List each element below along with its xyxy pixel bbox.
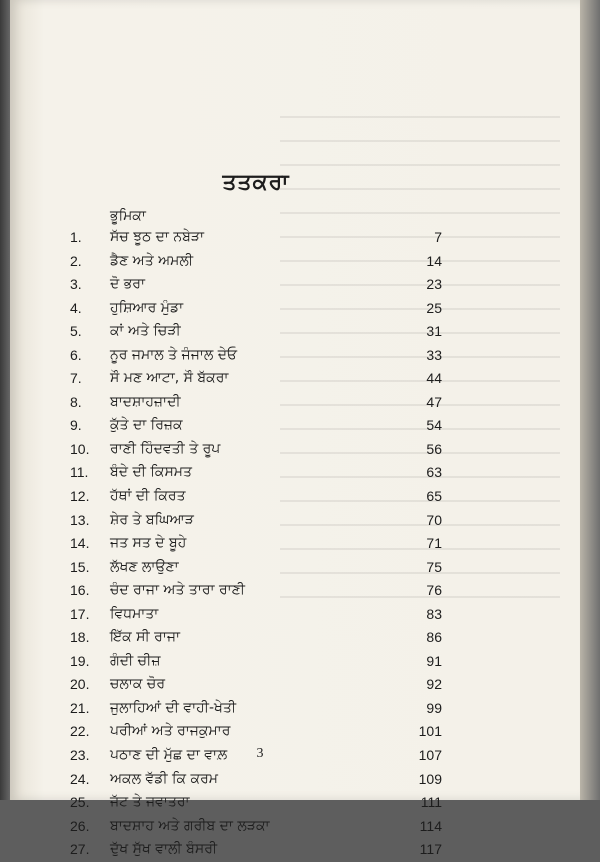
toc-entry-page: 7 <box>434 229 442 245</box>
toc-entry-number: 22. <box>70 723 90 740</box>
toc-entry-page: 47 <box>426 393 442 410</box>
toc-entry-page: 114 <box>419 817 442 834</box>
toc-entry-number: 2. <box>70 252 82 269</box>
toc-entry-title: ਬਾਦਸ਼ਾਹ ਅਤੇ ਗਰੀਬ ਦਾ ਲੜਕਾ <box>110 817 270 834</box>
toc-entry-title: ਲੱਖਣ ਲਾਉਣਾ <box>110 558 179 575</box>
toc-entry-title: ਚਲਾਕ ਚੋਰ <box>110 676 166 693</box>
toc-entry-page: 109 <box>418 770 442 787</box>
toc-entry <box>70 273 442 297</box>
page-number: 3 <box>256 746 264 761</box>
toc-entry-page: 44 <box>426 370 442 387</box>
toc-entry <box>70 344 442 368</box>
toc-entry <box>70 367 442 391</box>
toc-entry <box>70 438 442 462</box>
toc-entry-number: 20. <box>70 676 90 693</box>
toc-entry-number: 19. <box>70 652 90 669</box>
toc-entry-title: ਸੌ ਮਣ ਆਟਾ, ਸੌ ਬੱਕਰਾ <box>110 370 229 387</box>
toc-entry-number: 8. <box>70 393 82 410</box>
toc-entry-page: 71 <box>426 535 442 552</box>
toc-intro: ਭੂਮਿਕਾ <box>110 208 146 224</box>
toc-entry-page: 33 <box>426 346 442 363</box>
toc-entry-title: ਹੱਥਾਂ ਦੀ ਕਿਰਤ <box>110 488 186 505</box>
toc-entry-title: ਪਰੀਆਂ ਅਤੇ ਰਾਜਕੁਮਾਰ <box>110 723 231 740</box>
toc-entry-number: 13. <box>70 511 90 528</box>
toc-entry-title: ਬਾਦਸ਼ਾਹਜ਼ਾਦੀ <box>110 393 181 410</box>
toc-entry-number: 21. <box>70 699 90 716</box>
toc-entry-title: ਜੱਟ ਤੇ ਜਵਾਤਰਾ <box>110 794 190 811</box>
toc-entry-page: 70 <box>426 511 442 528</box>
toc-entry-title: ਜਤ ਸਤ ਦੇ ਬੂਹੇ <box>110 535 187 552</box>
toc-entry-number: 24. <box>70 770 90 787</box>
toc-entry-number: 25. <box>70 794 90 811</box>
toc-entry <box>70 768 442 792</box>
toc-entries <box>70 226 442 862</box>
toc-entry-title: ਦੋ ਭਰਾ <box>110 276 145 293</box>
toc-entry <box>70 697 442 721</box>
toc-entry-title: ਗੰਦੀ ਚੀਜ਼ <box>110 652 161 669</box>
toc-entry-page: 91 <box>426 652 442 669</box>
toc-entry-page: 117 <box>419 841 442 858</box>
toc-entry <box>70 297 442 321</box>
toc-entry-number: 7. <box>70 370 82 387</box>
toc-entry <box>70 509 442 533</box>
toc-entry-page: 14 <box>426 252 442 269</box>
toc-entry-title: ਕਾਂ ਅਤੇ ਚਿੜੀ <box>110 323 181 340</box>
toc-entry-page: 111 <box>420 794 442 811</box>
toc-entry-number: 10. <box>70 440 90 457</box>
toc-entry-title: ਰਾਣੀ ਹਿੰਦਵਤੀ ਤੇ ਰੂਪ <box>110 440 221 457</box>
toc-entry-number: 4. <box>70 299 82 316</box>
toc-entry-number: 5. <box>70 323 82 340</box>
toc-title: ਤਤਕਰਾ <box>222 170 290 195</box>
toc-entry <box>70 838 442 862</box>
toc-entry <box>70 250 442 274</box>
toc-entry-title: ਕੁੱਤੇ ਦਾ ਰਿਜ਼ਕ <box>110 417 183 434</box>
toc-entry-title: ਹੁਸ਼ਿਆਰ ਮੁੰਡਾ <box>110 299 184 316</box>
toc-entry-number: 3. <box>70 276 82 293</box>
toc-entry-number: 15. <box>70 558 90 575</box>
toc-entry-number: 11. <box>70 464 89 481</box>
toc-entry-page: 107 <box>418 747 442 764</box>
toc-entry-number: 12. <box>70 488 90 505</box>
toc-entry-page: 86 <box>426 629 442 646</box>
toc-entry-title: ਡੈਣ ਅਤੇ ਅਮਲੀ <box>110 252 194 269</box>
toc-entry-title: ਸੱਚ ਝੂਠ ਦਾ ਨਬੇੜਾ <box>110 229 205 245</box>
toc-entry-page: 54 <box>426 417 442 434</box>
page-edge <box>580 0 600 800</box>
toc-entry <box>70 461 442 485</box>
toc-entry <box>70 720 442 744</box>
toc-entry-page: 25 <box>426 299 442 316</box>
toc-entry-number: 17. <box>70 605 90 622</box>
toc-entry-number: 9. <box>70 417 82 434</box>
toc-entry <box>70 626 442 650</box>
toc-entry-page: 63 <box>426 464 442 481</box>
toc-entry-title: ਵਿਧਮਾਤਾ <box>110 605 159 622</box>
toc-entry-number: 27. <box>70 841 90 858</box>
toc-entry-page: 101 <box>418 723 442 740</box>
toc-entry-title: ਜੁਲਾਹਿਆਂ ਦੀ ਵਾਹੀ-ਖੇਤੀ <box>110 699 237 716</box>
toc-entry-number: 23. <box>70 747 90 764</box>
toc-entry <box>70 485 442 509</box>
book-page <box>10 0 582 858</box>
toc-entry-title: ਸ਼ੇਰ ਤੇ ਬਘਿਆੜ <box>110 511 194 528</box>
toc-entry-title: ਬੰਦੇ ਦੀ ਕਿਸਮਤ <box>110 464 192 481</box>
toc-entry-page: 76 <box>426 582 442 599</box>
toc-entry-title: ਚੰਦ ਰਾਜਾ ਅਤੇ ਤਾਰਾ ਰਾਣੀ <box>110 582 245 599</box>
toc-entry-title: ਪਠਾਣ ਦੀ ਮੁੱਛ ਦਾ ਵਾਲ਼ <box>110 747 228 764</box>
toc-entry <box>70 603 442 627</box>
toc-entry-title: ਨੂਰ ਜਮਾਲ ਤੇ ਜੰਜਾਲ ਦੇਓ <box>110 346 238 363</box>
toc-entry-title: ਦੁੱਖ ਸੁੱਖ ਵਾਲੀ ਬੰਸਰੀ <box>110 841 218 858</box>
toc-entry <box>70 579 442 603</box>
toc-entry <box>70 673 442 697</box>
toc-entry-page: 65 <box>426 488 442 505</box>
toc-entry-page: 56 <box>426 440 442 457</box>
toc-entry-number: 16. <box>70 582 90 599</box>
toc-entry-page: 31 <box>426 323 442 340</box>
toc-entry <box>70 791 442 815</box>
toc-entry-number: 18. <box>70 629 90 646</box>
toc-entry-page: 23 <box>426 276 442 293</box>
toc-entry <box>70 320 442 344</box>
toc-entry <box>70 414 442 438</box>
toc-entry <box>70 556 442 580</box>
toc-entry <box>70 650 442 674</box>
toc-entry-page: 75 <box>426 558 442 575</box>
toc-entry-number: 26. <box>70 817 90 834</box>
toc-entry-page: 92 <box>426 676 442 693</box>
toc-entry <box>70 532 442 556</box>
toc-entry-number: 1. <box>70 229 82 245</box>
toc-entry-number: 6. <box>70 346 82 363</box>
toc-entry-page: 99 <box>426 699 442 716</box>
toc-entry-title: ਇੱਕ ਸੀ ਰਾਜਾ <box>110 629 180 646</box>
toc-entry-page: 83 <box>426 605 442 622</box>
toc-entry <box>70 815 442 839</box>
toc-entry-title: ਅਕਲ ਵੱਡੀ ਕਿ ਕਰਮ <box>110 770 218 787</box>
toc-entry-number: 14. <box>70 535 90 552</box>
toc-entry <box>70 391 442 415</box>
toc-entry <box>70 226 442 250</box>
